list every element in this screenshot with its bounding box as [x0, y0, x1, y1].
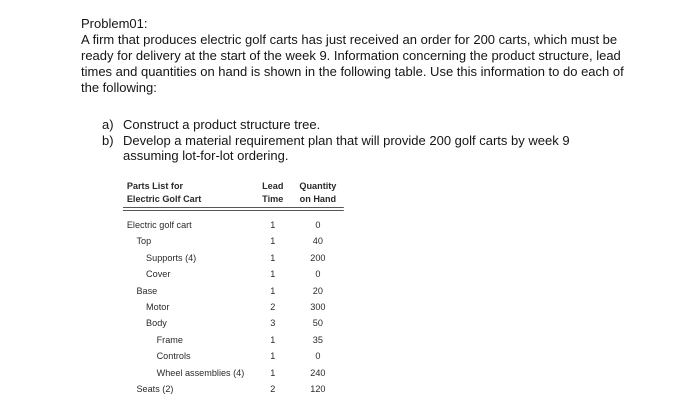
quantity-cell: 50: [312, 318, 323, 330]
table-row: [123, 333, 344, 349]
task-text: Construct a product structure tree.: [123, 117, 321, 132]
part-name: Base: [136, 285, 158, 297]
quantity-cell: 0: [315, 269, 321, 281]
lead-time-cell: 1: [270, 252, 276, 264]
table-row: [123, 234, 344, 250]
quantity-cell: 120: [310, 383, 326, 395]
table-row: [123, 267, 344, 283]
qty-header-line1: Quantity: [299, 181, 337, 192]
lead-header-line1: Lead: [262, 181, 284, 192]
problem-text: A firm that produces electric golf carts has just received an order for 200 carts, which must be ready for delivery at the start of the week 9. Information concerning the product structure, lead times and quantities on hand is shown in the following table. Use this information to do each of the following:: [81, 32, 624, 95]
part-name: Electric golf cart: [126, 220, 192, 231]
task-item: [102, 133, 622, 164]
quantity-cell: 200: [310, 252, 326, 264]
lead-time-cell: 1: [270, 334, 276, 346]
table-row: [123, 251, 344, 267]
parts-header-line1: Parts List for: [126, 181, 184, 192]
task-marker: b): [102, 132, 114, 148]
part-name: Seats (2): [136, 383, 174, 395]
part-name: Top: [136, 236, 152, 248]
quantity-cell: 240: [310, 367, 326, 379]
problem-statement: [81, 16, 641, 96]
header-rule-double: [123, 210, 344, 211]
lead-time-cell: 1: [270, 269, 276, 281]
table-row: [123, 284, 344, 300]
part-name: Body: [146, 318, 167, 330]
qty-header-line2: on Hand: [299, 194, 337, 205]
quantity-cell: 0: [315, 351, 321, 363]
lead-time-cell: 1: [270, 285, 276, 297]
lead-time-cell: 1: [270, 236, 276, 248]
task-list: [102, 117, 622, 164]
quantity-cell: 300: [310, 301, 326, 313]
task-item: [102, 117, 622, 133]
part-name: Wheel assemblies (4): [156, 367, 245, 379]
task-text: Develop a material requirement plan that will provide 200 golf carts by week 9 assuming lot-for-lot ordering.: [123, 132, 570, 163]
quantity-cell: 20: [312, 285, 323, 297]
lead-time-cell: 3: [270, 318, 276, 330]
table-row: [123, 218, 344, 234]
part-name: Cover: [146, 269, 171, 281]
lead-time-cell: 2: [270, 383, 276, 395]
table-row: [123, 366, 344, 382]
part-name: Frame: [156, 334, 183, 346]
part-name: Supports (4): [146, 252, 197, 264]
quantity-cell: 35: [312, 334, 323, 346]
table-row: [123, 349, 344, 365]
lead-time-cell: 1: [270, 220, 276, 231]
lead-time-cell: 1: [270, 351, 276, 363]
table-row: [123, 382, 344, 398]
header-rule: [123, 207, 344, 208]
parts-header-line2: Electric Golf Cart: [126, 194, 202, 205]
part-name: Motor: [146, 301, 170, 313]
table-row: [123, 316, 344, 332]
problem-title: Problem01:: [81, 16, 148, 31]
task-marker: a): [102, 117, 114, 132]
quantity-column-header: [296, 180, 340, 206]
table-header: [123, 177, 344, 207]
lead-time-cell: 1: [270, 367, 276, 379]
quantity-cell: 40: [312, 236, 323, 248]
quantity-cell: 0: [315, 220, 321, 231]
parts-column-header: [127, 180, 202, 206]
lead-time-column-header: [259, 180, 286, 206]
parts-list-table: [123, 177, 344, 395]
table-row: [123, 300, 344, 316]
lead-header-line2: Time: [262, 194, 284, 205]
lead-time-cell: 2: [270, 301, 276, 313]
table-body: [123, 218, 344, 398]
part-name: Controls: [156, 351, 191, 363]
